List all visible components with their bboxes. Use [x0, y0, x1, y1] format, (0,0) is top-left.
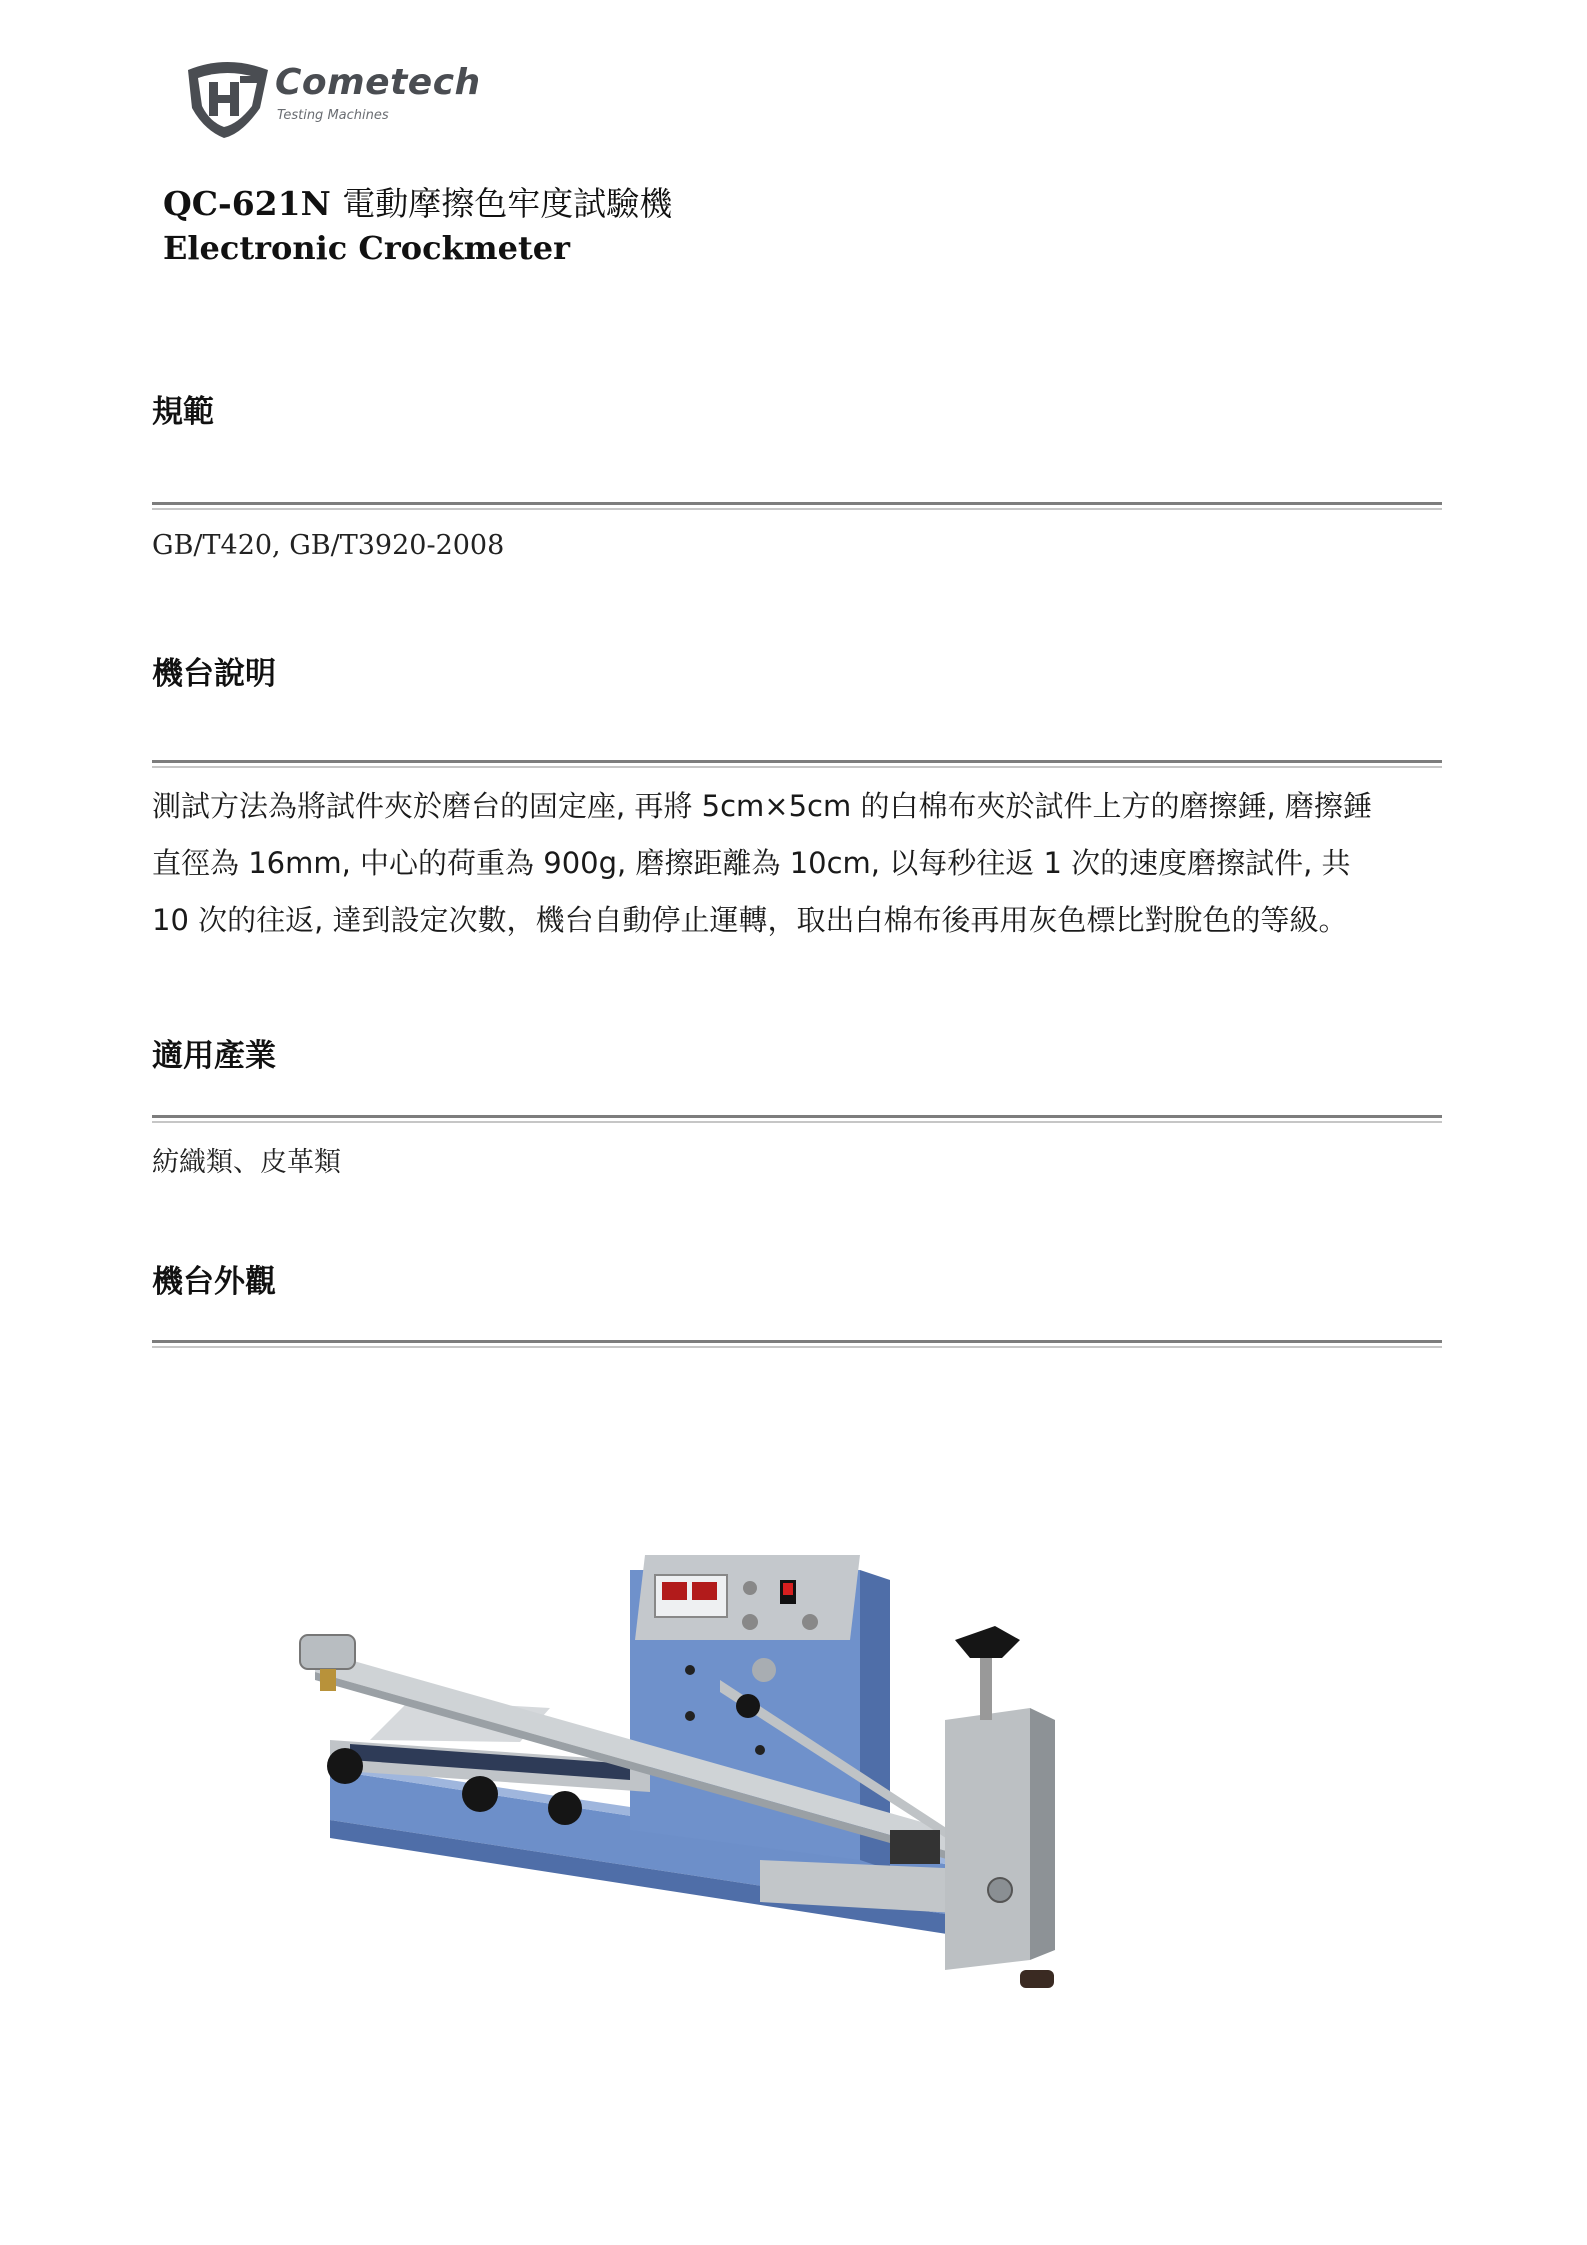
description-line: 10 次的往返, 達到設定次數，機台自動停止運轉，取出白棉布後再用灰色標比對脫色的等級。	[152, 903, 1348, 937]
crockmeter-machine-photo	[290, 1530, 1230, 2094]
description-line: 測試方法為將試件夾於磨台的固定座, 再將 5cm×5cm 的白棉布夾於試件上方的磨擦錘, 磨擦錘	[152, 789, 1372, 823]
brand-tagline: Testing Machines	[277, 108, 389, 123]
description-paragraph	[152, 778, 1492, 949]
section-divider	[152, 760, 1442, 768]
product-title	[163, 178, 672, 225]
section-divider	[152, 1115, 1442, 1123]
product-name-en: Electronic Crockmeter	[163, 229, 570, 267]
cometech-logo-icon	[182, 56, 272, 140]
brand-logo	[182, 56, 512, 142]
standard-text: GB/T420, GB/T3920-2008	[152, 530, 505, 561]
section-divider	[152, 1340, 1442, 1348]
section-heading-industry: 適用產業	[152, 1038, 276, 1074]
industry-text: 紡織類、皮革類	[152, 1147, 341, 1178]
section-heading-appearance: 機台外觀	[152, 1264, 276, 1300]
brand-name: Cometech	[275, 62, 481, 103]
section-heading-description: 機台說明	[152, 656, 276, 692]
product-model: QC-621N	[163, 184, 331, 223]
section-heading-standard: 規範	[152, 394, 214, 430]
section-divider	[152, 502, 1442, 510]
product-name-cn: 電動摩擦色牢度試驗機	[342, 184, 673, 223]
description-line: 直徑為 16mm, 中心的荷重為 900g, 磨擦距離為 10cm, 以每秒往返 1 次的速度磨擦試件, 共	[152, 846, 1351, 880]
